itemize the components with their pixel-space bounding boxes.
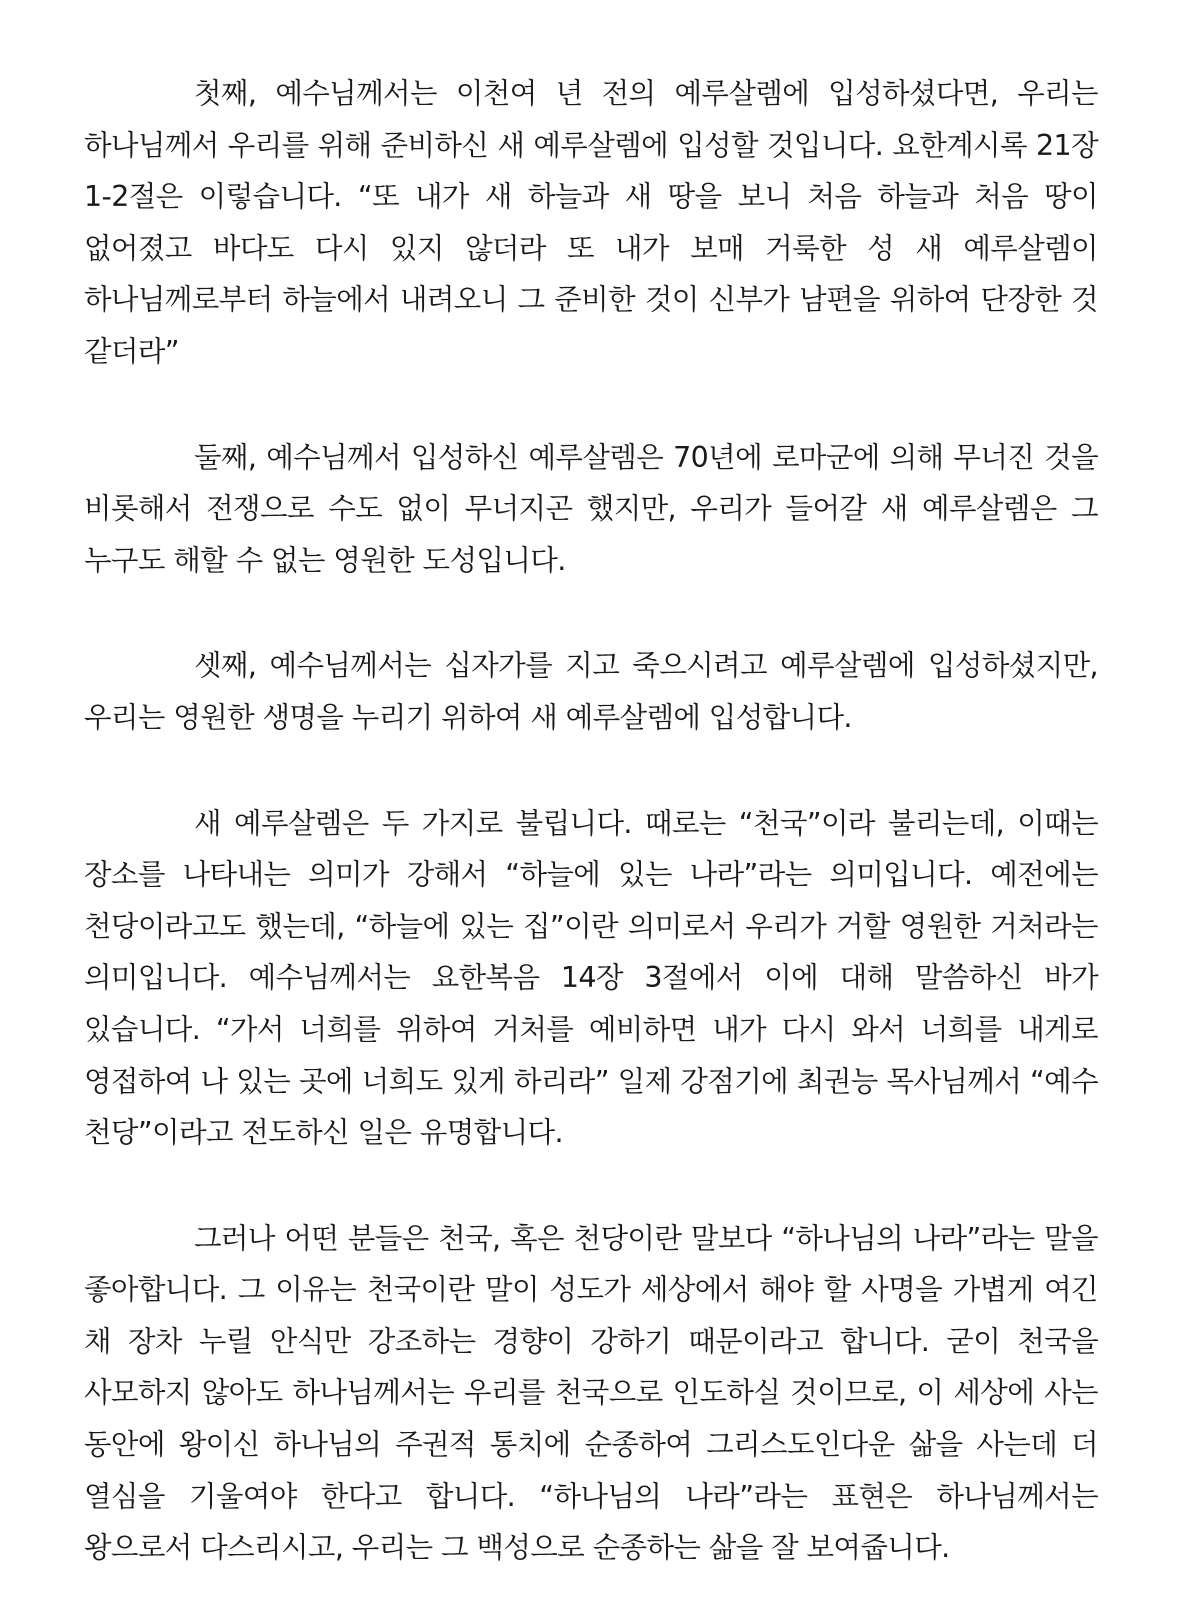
paragraph-kingdom-of-god: 그러나 어떤 분들은 천국, 혹은 천당이란 말보다 “하나님의 나라”라는 말을 좋아합니다. 그 이유는 천국이란 말이 성도가 세상에서 해야 할 사명을 가볍게 여긴 채 장차 누릴 안식만 강조하는 경향이 강하기 때문이라고 합니다. 굳이 천국을 사모하지 않아도 하나님께서는 우리를 천국으로 인도하실 것이므로, 이 세상에 사는 동안에 왕이신 하나님의 주권적 통치에 순종하여 그리스도인다운 삶을 사는데 더 열심을 기울여야 한다고 합니다. “하나님의 나라”라는 표현은 하나님께서는 왕으로서 다스리시고, 우리는 그 백성으로 순종하는 삶을 잘 보여줍니다. bbox=[84, 1221, 1098, 1565]
paragraph-new-jerusalem: 새 예루살렘은 두 가지로 불립니다. 때로는 “천국”이라 불리는데, 이때는 장소를 나타내는 의미가 강해서 “하늘에 있는 나라”라는 의미입니다. 예전에는 천당이라고도 했는데, “하늘에 있는 집”이란 의미로서 우리가 거할 영원한 거처라는 의미입니다. 예수님께서는 요한복음 14장 3절에서 이에 대해 말씀하신 바가 있습니다. “가서 너희를 위하여 거처를 예비하면 내가 다시 와서 너희를 내게로 영접하여 나 있는 곳에 너희도 있게 하리라” 일제 강점기에 최권능 목사님께서 “예수 천당”이라고 전도하신 일은 유명합니다. bbox=[84, 806, 1098, 1150]
paragraph-third: 셋째, 예수님께서는 십자가를 지고 죽으시려고 예루살렘에 입성하셨지만, 우리는 영원한 생명을 누리기 위하여 새 예루살렘에 입성합니다. bbox=[84, 649, 1098, 734]
paragraph-second: 둘째, 예수님께서 입성하신 예루살렘은 70년에 로마군에 의해 무너진 것을 비롯해서 전쟁으로 수도 없이 무너지곤 했지만, 우리가 들어갈 새 예루살렘은 그 누구도 해할 수 없는 영원한 도성입니다. bbox=[84, 440, 1098, 577]
paragraph-first: 첫째, 예수님께서는 이천여 년 전의 예루살렘에 입성하셨다면, 우리는 하나님께서 우리를 위해 준비하신 새 예루살렘에 입성할 것입니다. 요한계시록 21장 1-2절은 이렇습니다. “또 내가 새 하늘과 새 땅을 보니 처음 하늘과 처음 땅이 없어졌고 바다도 다시 있지 않더라 또 내가 보매 거룩한 성 새 예루살렘이 하나님께로부터 하늘에서 내려오니 그 준비한 것이 신부가 남편을 위하여 단장한 것 같더라” bbox=[84, 77, 1098, 368]
